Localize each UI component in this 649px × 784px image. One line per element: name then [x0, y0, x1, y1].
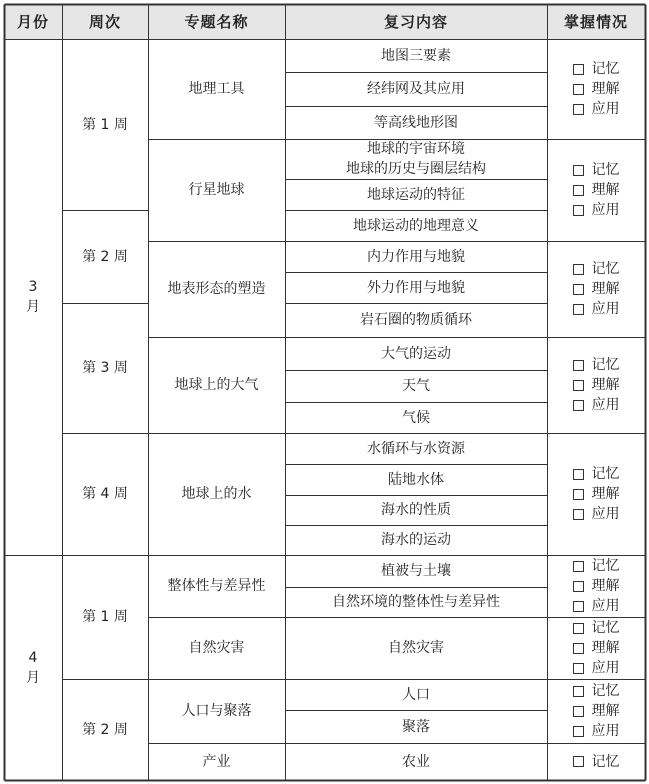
week-cell	[62, 39, 148, 210]
checkbox-icon[interactable]	[573, 185, 584, 196]
content-cell	[285, 679, 547, 710]
week-cell	[62, 433, 148, 555]
week-cell	[62, 555, 148, 679]
checkbox-icon[interactable]	[573, 756, 584, 767]
mastery-label: 记忆	[591, 162, 620, 178]
content-label: 人口	[402, 686, 430, 703]
content-cell	[285, 337, 547, 370]
mastery-cell	[547, 337, 645, 433]
content-label: 等高线地形图	[374, 114, 458, 131]
month-label: 3	[28, 279, 38, 295]
week-label: 第 4 周	[82, 486, 128, 502]
mastery-label: 应用	[591, 397, 620, 413]
content-label: 气候	[402, 409, 430, 426]
content-label: 海水的运动	[381, 532, 451, 548]
checkbox-icon[interactable]	[573, 360, 584, 371]
topic-label: 地表形态的塑造	[167, 281, 266, 297]
topic-cell	[148, 139, 285, 241]
checkbox-icon[interactable]	[573, 509, 584, 520]
topic-label: 行星地球	[188, 182, 245, 198]
content-label: 外力作用与地貌	[367, 279, 465, 296]
mastery-cell	[547, 679, 645, 743]
content-cell	[285, 464, 547, 495]
mastery-label: 应用	[591, 598, 620, 614]
mastery-label: 应用	[591, 301, 620, 317]
content-label: 岩石圈的物质循环	[360, 312, 472, 328]
checkbox-icon[interactable]	[573, 205, 584, 216]
header-cell	[148, 4, 285, 39]
content-label: 自然灾害	[388, 640, 444, 656]
mastery-option[interactable]	[573, 658, 620, 678]
mastery-label: 理解	[591, 703, 620, 719]
checkbox-icon[interactable]	[573, 601, 584, 612]
header-label: 专题名称	[184, 12, 249, 31]
header-cell	[285, 4, 547, 39]
content-label: 地球的宇宙环境	[367, 141, 465, 157]
checkbox-icon[interactable]	[573, 643, 584, 654]
mastery-cell	[547, 39, 645, 139]
content-label: 水循环与水资源	[367, 440, 465, 457]
week-cell	[62, 679, 148, 780]
content-label: 经纬网及其应用	[367, 81, 465, 97]
content-cell	[285, 241, 547, 272]
month-cell	[4, 39, 62, 555]
mastery-option[interactable]	[573, 596, 620, 616]
mastery-option[interactable]	[573, 721, 620, 741]
header-label: 复习内容	[383, 12, 448, 31]
mastery-option[interactable]	[573, 355, 620, 375]
checkbox-icon[interactable]	[573, 304, 584, 315]
checkbox-icon[interactable]	[573, 84, 584, 95]
content-cell	[285, 39, 547, 72]
content-cell	[285, 587, 547, 617]
mastery-option[interactable]	[573, 99, 620, 119]
week-cell	[62, 303, 148, 433]
mastery-option[interactable]	[573, 701, 620, 721]
content-label: 植被与土壤	[381, 563, 451, 579]
mastery-label: 记忆	[591, 683, 620, 699]
mastery-label: 记忆	[591, 620, 620, 636]
month-cell	[4, 555, 62, 780]
topic-label: 地理工具	[188, 81, 245, 97]
mastery-label: 理解	[591, 281, 620, 297]
topic-cell	[148, 39, 285, 139]
mastery-label: 应用	[591, 506, 620, 522]
content-label: 地球的历史与圈层结构	[346, 161, 486, 177]
content-cell	[285, 525, 547, 555]
mastery-label: 理解	[591, 182, 620, 198]
content-label: 内力作用与地貌	[367, 248, 465, 265]
mastery-option[interactable]	[573, 259, 620, 279]
header-cell	[547, 4, 645, 39]
checkbox-icon[interactable]	[573, 64, 584, 75]
content-label: 海水的性质	[381, 502, 451, 518]
content-cell	[285, 272, 547, 303]
week-label: 第 3 周	[82, 360, 128, 376]
month-label: 4	[28, 649, 38, 666]
mastery-label: 记忆	[591, 357, 620, 373]
mastery-cell	[547, 743, 645, 780]
mastery-option[interactable]	[573, 375, 620, 395]
mastery-option[interactable]	[573, 504, 620, 524]
topic-label: 人口与聚落	[181, 703, 252, 719]
mastery-label: 应用	[591, 723, 620, 739]
mastery-option[interactable]	[573, 464, 620, 484]
content-cell	[285, 402, 547, 433]
content-cell	[285, 72, 547, 106]
content-label: 农业	[402, 753, 430, 770]
header-label: 月份	[16, 12, 49, 31]
header-cell	[62, 4, 148, 39]
topic-cell	[148, 679, 285, 743]
mastery-label: 记忆	[591, 466, 620, 482]
mastery-option[interactable]	[573, 618, 620, 638]
topic-label: 地球上的水	[181, 486, 252, 502]
week-label: 第 2 周	[82, 721, 128, 738]
header-cell	[4, 4, 62, 39]
mastery-option[interactable]	[573, 752, 620, 772]
mastery-label: 应用	[591, 202, 620, 218]
checkbox-icon[interactable]	[573, 165, 584, 176]
checkbox-icon[interactable]	[573, 663, 584, 674]
content-label: 陆地水体	[388, 471, 444, 488]
mastery-option[interactable]	[573, 200, 620, 220]
checkbox-icon[interactable]	[573, 489, 584, 500]
content-cell	[285, 617, 547, 679]
week-cell	[62, 210, 148, 303]
mastery-option[interactable]	[573, 180, 620, 200]
mastery-cell	[547, 139, 645, 241]
topic-cell	[148, 241, 285, 337]
mastery-option[interactable]	[573, 79, 620, 99]
content-cell	[285, 710, 547, 743]
mastery-label: 理解	[591, 578, 620, 594]
mastery-option[interactable]	[573, 59, 620, 79]
checkbox-icon[interactable]	[573, 380, 584, 391]
checkbox-icon[interactable]	[573, 581, 584, 592]
mastery-label: 记忆	[591, 753, 620, 770]
topic-label: 整体性与差异性	[167, 578, 266, 594]
topic-label: 自然灾害	[188, 640, 245, 656]
content-cell	[285, 210, 547, 241]
content-cell	[285, 303, 547, 337]
month-label: 月	[26, 669, 40, 686]
mastery-label: 记忆	[591, 558, 620, 574]
mastery-option[interactable]	[573, 395, 620, 415]
topic-cell	[148, 337, 285, 433]
checkbox-icon[interactable]	[573, 469, 584, 480]
mastery-cell	[547, 617, 645, 679]
mastery-label: 应用	[591, 660, 620, 676]
mastery-label: 理解	[591, 640, 620, 656]
checkbox-icon[interactable]	[573, 284, 584, 295]
content-cell	[285, 139, 547, 179]
mastery-label: 理解	[591, 81, 620, 97]
header-label: 周次	[88, 12, 121, 31]
content-label: 聚落	[402, 718, 430, 735]
mastery-label: 理解	[591, 486, 620, 502]
topic-label: 地球上的大气	[174, 377, 259, 393]
checkbox-icon[interactable]	[573, 104, 584, 115]
checkbox-icon[interactable]	[573, 726, 584, 737]
mastery-label: 记忆	[591, 61, 620, 77]
content-cell	[285, 495, 547, 525]
mastery-option[interactable]	[573, 681, 620, 701]
mastery-option[interactable]	[573, 279, 620, 299]
mastery-option[interactable]	[573, 556, 620, 576]
content-label: 地球运动的地理意义	[353, 217, 479, 234]
content-cell	[285, 433, 547, 464]
topic-cell	[148, 433, 285, 555]
checkbox-icon[interactable]	[573, 706, 584, 717]
mastery-option[interactable]	[573, 160, 620, 180]
mastery-option[interactable]	[573, 484, 620, 504]
mastery-label: 记忆	[591, 261, 620, 277]
mastery-label: 应用	[591, 101, 620, 117]
content-label: 天气	[402, 378, 430, 394]
week-label: 第 2 周	[82, 248, 128, 265]
content-cell	[285, 179, 547, 210]
checkbox-icon[interactable]	[573, 686, 584, 697]
mastery-option[interactable]	[573, 638, 620, 658]
checkbox-icon[interactable]	[573, 561, 584, 572]
week-label: 第 1 周	[82, 609, 128, 625]
header-label: 掌握情况	[563, 12, 628, 31]
mastery-label: 理解	[591, 377, 620, 393]
mastery-cell	[547, 555, 645, 617]
checkbox-icon[interactable]	[573, 264, 584, 275]
content-cell	[285, 106, 547, 139]
content-cell	[285, 370, 547, 402]
content-label: 地图三要素	[381, 47, 451, 64]
topic-cell	[148, 743, 285, 780]
content-label: 自然环境的整体性与差异性	[332, 594, 500, 610]
mastery-cell	[547, 241, 645, 337]
mastery-option[interactable]	[573, 299, 620, 319]
content-label: 大气的运动	[381, 345, 451, 362]
topic-cell	[148, 555, 285, 617]
mastery-option[interactable]	[573, 576, 620, 596]
month-label: 月	[26, 299, 40, 315]
content-label: 地球运动的特征	[367, 186, 465, 203]
topic-label: 产业	[202, 753, 231, 770]
week-label: 第 1 周	[82, 116, 128, 133]
checkbox-icon[interactable]	[573, 400, 584, 411]
topic-cell	[148, 617, 285, 679]
content-cell	[285, 743, 547, 780]
mastery-cell	[547, 433, 645, 555]
content-cell	[285, 555, 547, 587]
checkbox-icon[interactable]	[573, 623, 584, 634]
